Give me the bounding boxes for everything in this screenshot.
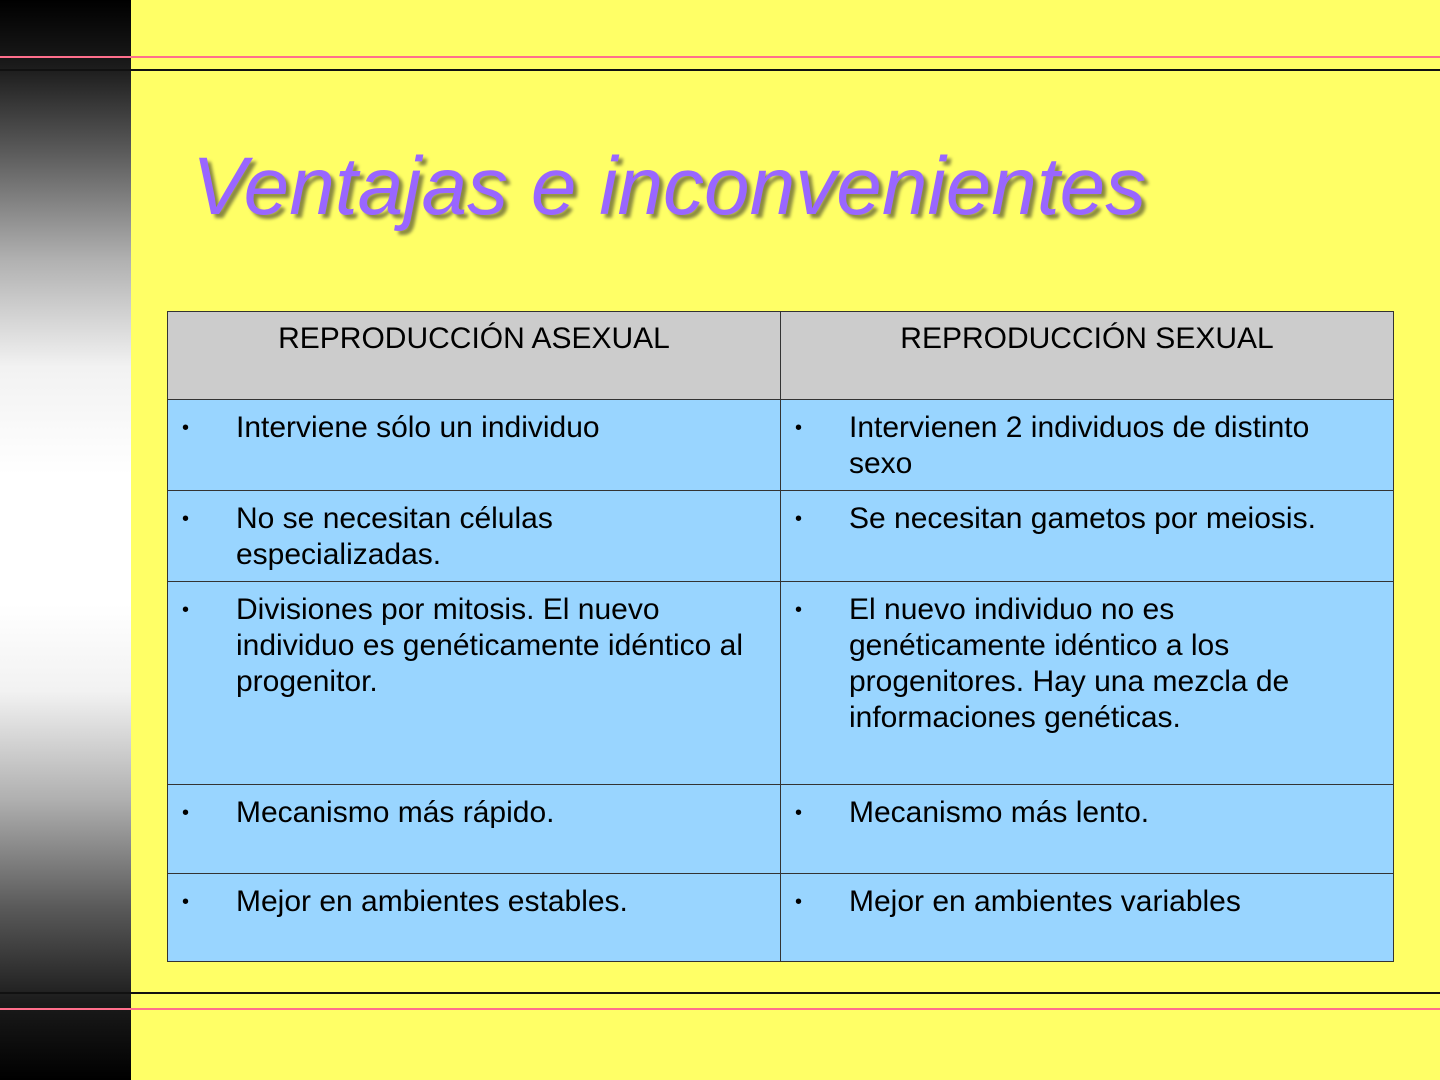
table-header-row xyxy=(168,312,1394,400)
table-cell xyxy=(781,582,1394,785)
bullet: • xyxy=(182,891,190,913)
cell-text: El nuevo individuo no es genéticamente idéntico a los progenitores. Hay una mezcla de informaciones genéticas. xyxy=(849,593,1290,734)
bullet: • xyxy=(795,417,803,439)
table-row xyxy=(168,400,1394,491)
top-black-rule xyxy=(0,69,1440,71)
top-pink-rule xyxy=(0,56,1440,58)
table-cell xyxy=(168,491,781,582)
cell-text: Mejor en ambientes variables xyxy=(849,885,1241,918)
header-asexual: REPRODUCCIÓN ASEXUAL xyxy=(168,312,781,400)
bottom-pink-rule xyxy=(0,1008,1440,1010)
cell-text: Mejor en ambientes estables. xyxy=(236,885,628,918)
table-cell xyxy=(781,785,1394,874)
bullet: • xyxy=(795,891,803,913)
table-row xyxy=(168,491,1394,582)
cell-text: No se necesitan células especializadas. xyxy=(236,502,553,571)
side-gradient-bar xyxy=(0,0,131,1080)
table-row xyxy=(168,874,1394,962)
bullet: • xyxy=(795,508,803,530)
bullet: • xyxy=(795,802,803,824)
cell-text: Mecanismo más rápido. xyxy=(236,796,555,829)
bullet: • xyxy=(795,599,803,621)
table-row xyxy=(168,785,1394,874)
cell-text: Se necesitan gametos por meiosis. xyxy=(849,502,1316,535)
bottom-black-rule xyxy=(0,992,1440,994)
table-row xyxy=(168,582,1394,785)
table-cell xyxy=(781,400,1394,491)
cell-text: Intervienen 2 individuos de distinto sexo xyxy=(849,411,1310,480)
header-sexual: REPRODUCCIÓN SEXUAL xyxy=(781,312,1394,400)
table-cell xyxy=(168,874,781,962)
table-cell xyxy=(781,874,1394,962)
bullet: • xyxy=(182,599,190,621)
table-cell xyxy=(168,400,781,491)
bullet: • xyxy=(182,508,190,530)
cell-text: Mecanismo más lento. xyxy=(849,796,1150,829)
cell-text: Interviene sólo un individuo xyxy=(236,411,600,444)
cell-text: Divisiones por mitosis. El nuevo individuo es genéticamente idéntico al progenitor. xyxy=(236,593,743,698)
slide-title: Ventajas e inconvenientes xyxy=(192,141,1147,232)
bullet: • xyxy=(182,417,190,439)
comparison-table xyxy=(167,311,1394,962)
bullet: • xyxy=(182,802,190,824)
table-cell xyxy=(781,491,1394,582)
table-cell xyxy=(168,785,781,874)
table-cell xyxy=(168,582,781,785)
